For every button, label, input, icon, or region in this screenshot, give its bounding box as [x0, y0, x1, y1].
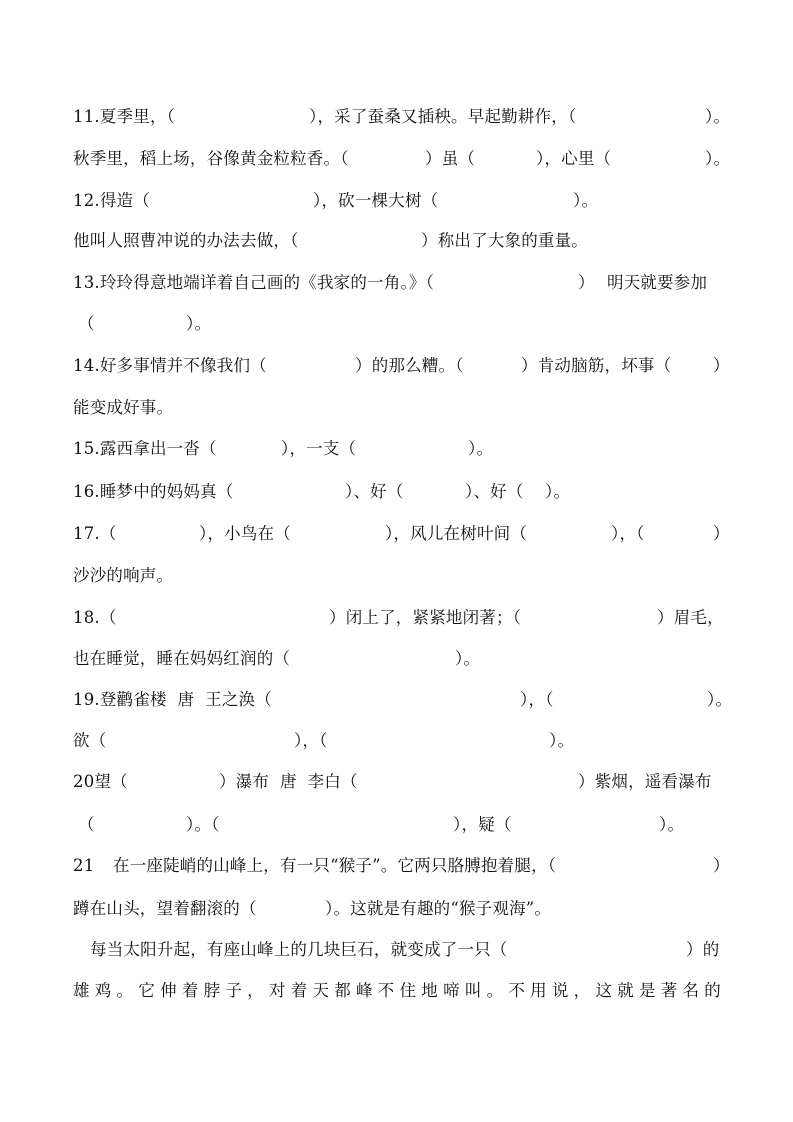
q13-text-4: （	[78, 314, 95, 333]
q20-text-4: （	[78, 815, 95, 834]
q18-text-1: 18.（	[73, 608, 117, 627]
q19-line-2	[73, 729, 733, 753]
q21-number: 21	[73, 856, 95, 875]
q20-line-2	[73, 813, 733, 837]
q13-text-1: 13.玲玲得意地端详着自己画的《我家的一角。》（	[73, 273, 435, 292]
q18-text-4: 也在睡觉，睡在妈妈红润的（	[73, 649, 291, 668]
q14-line-2	[73, 396, 733, 420]
q17-line-1	[73, 522, 733, 546]
q19-text-2: ），（	[520, 690, 554, 709]
q15-text-3: ）。	[468, 439, 494, 458]
q21-text-1: 在一座陡峭的山峰上，有一只“猴子”。它两只胳膊抱着腿，（	[113, 856, 557, 875]
q12-text-5: ）称出了大象的重量。	[421, 231, 588, 250]
q18-text-5: ）。	[455, 649, 481, 668]
q17-text-1: 17.（	[73, 524, 117, 543]
q11-text-2: ），采了蚕桑又插秧。早起勤耕作，（	[309, 107, 577, 126]
q21-line-3	[73, 938, 733, 962]
q16-text-2: ）、好（	[345, 482, 404, 501]
q18-line-1	[73, 606, 733, 630]
q18-line-2	[73, 647, 733, 671]
q13-text-2: ）	[578, 273, 595, 292]
q17-line-2	[73, 564, 733, 588]
q20-text-1: 20望（	[73, 772, 128, 791]
q14-line-1	[73, 354, 733, 378]
q11-text-5: ）虽（	[425, 149, 476, 168]
q13-text-5: ）。	[186, 314, 212, 333]
q20-text-7: ）。	[659, 815, 685, 834]
q15-text-1: 15.露西拿出一沓（	[73, 439, 217, 458]
q14-text-5: 能变成好事。	[73, 398, 174, 417]
q11-text-4: 秋季里，稻上场，谷像黄金粒粒香。（	[73, 149, 349, 168]
q12-text-2: ），砍一棵大树（	[313, 191, 439, 210]
q14-text-1: 14.好多事情并不像我们（	[73, 356, 267, 375]
q19-text-3: ）。	[707, 690, 733, 709]
q14-text-4: ）	[713, 356, 730, 375]
q20-text-5: ）。（	[186, 815, 220, 834]
q17-text-2: ），小鸟在（	[199, 524, 291, 543]
q13-line-2	[73, 312, 733, 336]
q16-text-4: ）。	[545, 482, 571, 501]
q17-text-3: ），风儿在树叶间（	[385, 524, 528, 543]
q21-text-5: 每当太阳升起，有座山峰上的几块巨石，就变成了一只（	[90, 940, 508, 959]
q20-text-6: ），疑（	[453, 815, 512, 834]
q17-text-6: 沙沙的响声。	[73, 566, 174, 585]
q19-text-5: ），（	[294, 731, 328, 750]
q19-text-4: 欲（	[73, 731, 107, 750]
q19-text-6: ）。	[549, 731, 575, 750]
q12-line-1	[73, 189, 733, 213]
q20-line-1	[73, 770, 733, 794]
q21-text-2: ）	[713, 856, 730, 875]
q17-text-5: ）	[713, 524, 730, 543]
q20-text-2: ）瀑布 唐 李白（	[219, 772, 358, 791]
q21-text-3: 蹲在山头，望着翻滚的（	[73, 899, 257, 918]
q11-text-3: ）。	[705, 107, 731, 126]
q14-text-2: ）的那么糟。（	[355, 356, 464, 375]
q12-text-3: ）。	[573, 191, 599, 210]
q19-text-1: 19.登鹳雀楼 唐 王之涣（	[73, 690, 272, 709]
q11-text-6: ），心里（	[536, 149, 612, 168]
q12-text-4: 他叫人照曹冲说的办法去做，（	[73, 231, 299, 250]
q21-text-6: ）的	[686, 940, 720, 959]
q21-line-2	[73, 897, 733, 921]
q21-text-4: ）。这就是有趣的“猴子观海”。	[325, 899, 552, 918]
q19-line-1	[73, 688, 733, 712]
q13-line-1	[73, 271, 733, 295]
q21-line-1	[73, 854, 733, 878]
q12-line-2	[73, 229, 733, 253]
q17-text-4: ），（	[611, 524, 645, 543]
q11-text-7: ）。	[705, 149, 731, 168]
q16-line-1	[73, 480, 733, 504]
q11-text-1: 11.夏季里，（	[73, 107, 176, 126]
q20-text-3: ）紫烟，遥看瀑布	[578, 772, 712, 791]
q15-line-1	[73, 437, 733, 461]
q16-text-3: ）、好（	[465, 482, 524, 501]
q18-text-2: ）闭上了，紧紧地闭著；（	[329, 608, 522, 627]
q18-text-3: ）眉毛，	[657, 608, 724, 627]
q11-line-2	[73, 147, 733, 171]
q16-text-1: 16.睡梦中的妈妈真（	[73, 482, 234, 501]
q11-line-1	[73, 105, 733, 129]
q14-text-3: ）肯动脑筋，坏事（	[521, 356, 672, 375]
q15-text-2: ），一支（	[281, 439, 357, 458]
q13-text-3: 明天就要参加	[607, 273, 708, 292]
q12-text-1: 12.得造（	[73, 191, 150, 210]
q21-line-4: 雄鸡。它伸着脖子，对着天都峰不住地啼叫。不用说，这就是著名的	[73, 981, 721, 1000]
